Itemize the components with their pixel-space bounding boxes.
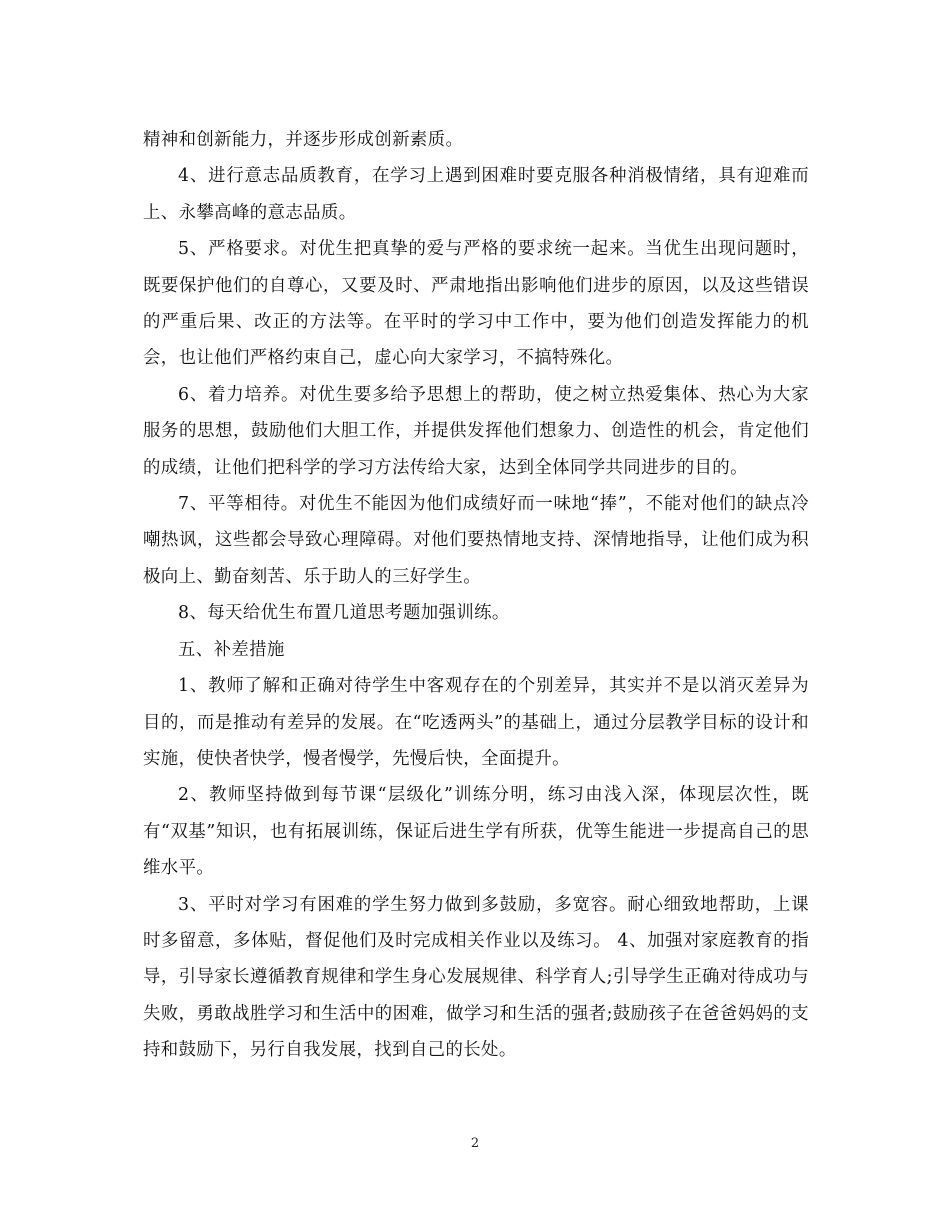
- section-heading: 五、补差措施: [178, 639, 285, 660]
- paragraph-1: 精神和创新能力，并逐步形成创新素质。: [143, 130, 464, 150]
- document-body: [143, 122, 809, 1069]
- paragraph-2: 4、进行意志品质教育，在学习上遇到困难时要克服各种消极情绪，具有迎难而上、永攀高峰的意志品质。: [143, 166, 809, 223]
- paragraph-7: 1、教师了解和正确对待学生中客观存在的个别差异，其实并不是以消灭差异为目的，而是推动有差异的发展。在“吃透两头”的基础上，通过分层教学目标的设计和实施，使快者快学，慢者慢学，先慢后快，全面提升。: [143, 676, 809, 769]
- paragraph-8: 2、教师坚持做到每节课“层级化”训练分明，练习由浅入深，体现层次性，既有“双基”知识，也有拓展训练，保证后进生学有所获，优等生能进一步提高自己的思维水平。: [143, 785, 809, 879]
- paragraph-5: 7、平等相待。对优生不能因为他们成绩好而一味地“捧”，不能对他们的缺点冷嘲热讽，这些都会导致心理障碍。对他们要热情地支持、深情地指导，让他们成为积极向上、勤奋刻苦、乐于助人的三好学生。: [143, 494, 809, 587]
- paragraph-4: 6、着力培养。对优生要多给予思想上的帮助，使之树立热爱集体、热心为大家服务的思想，鼓励他们大胆工作，并提供发挥他们想象力、创造性的机会，肯定他们的成绩，让他们把科学的学习方法传给大家，达到全体同学共同进步的目的。: [143, 384, 809, 478]
- page-number: 2: [470, 1136, 480, 1151]
- paragraph-6: 8、每天给优生布置几道思考题加强训练。: [178, 603, 510, 624]
- paragraph-9: 3、平时对学习有困难的学生努力做到多鼓励，多宽容。耐心细致地帮助，上课时多留意，多体贴，督促他们及时完成相关作业以及练习。 4、加强对家庭教育的指导，引导家长遵循教育规律和学生身心发展规律、科学育人;引导学生正确对待成功与失败，勇敢战胜学习和生活中的困难，做学习和生活的强者;鼓励孩子在爸爸妈妈的支持和鼓励下，另行自我发展，找到自己的长处。: [143, 894, 809, 1061]
- paragraph-3: 5、严格要求。对优生把真挚的爱与严格的要求统一起来。当优生出现问题时，既要保护他们的自尊心，又要及时、严肃地指出影响他们进步的原因，以及这些错误的严重后果、改正的方法等。在平时的学习中工作中，要为他们创造发挥能力的机会，也让他们严格约束自己，虚心向大家学习，不搞特殊化。: [143, 239, 809, 369]
